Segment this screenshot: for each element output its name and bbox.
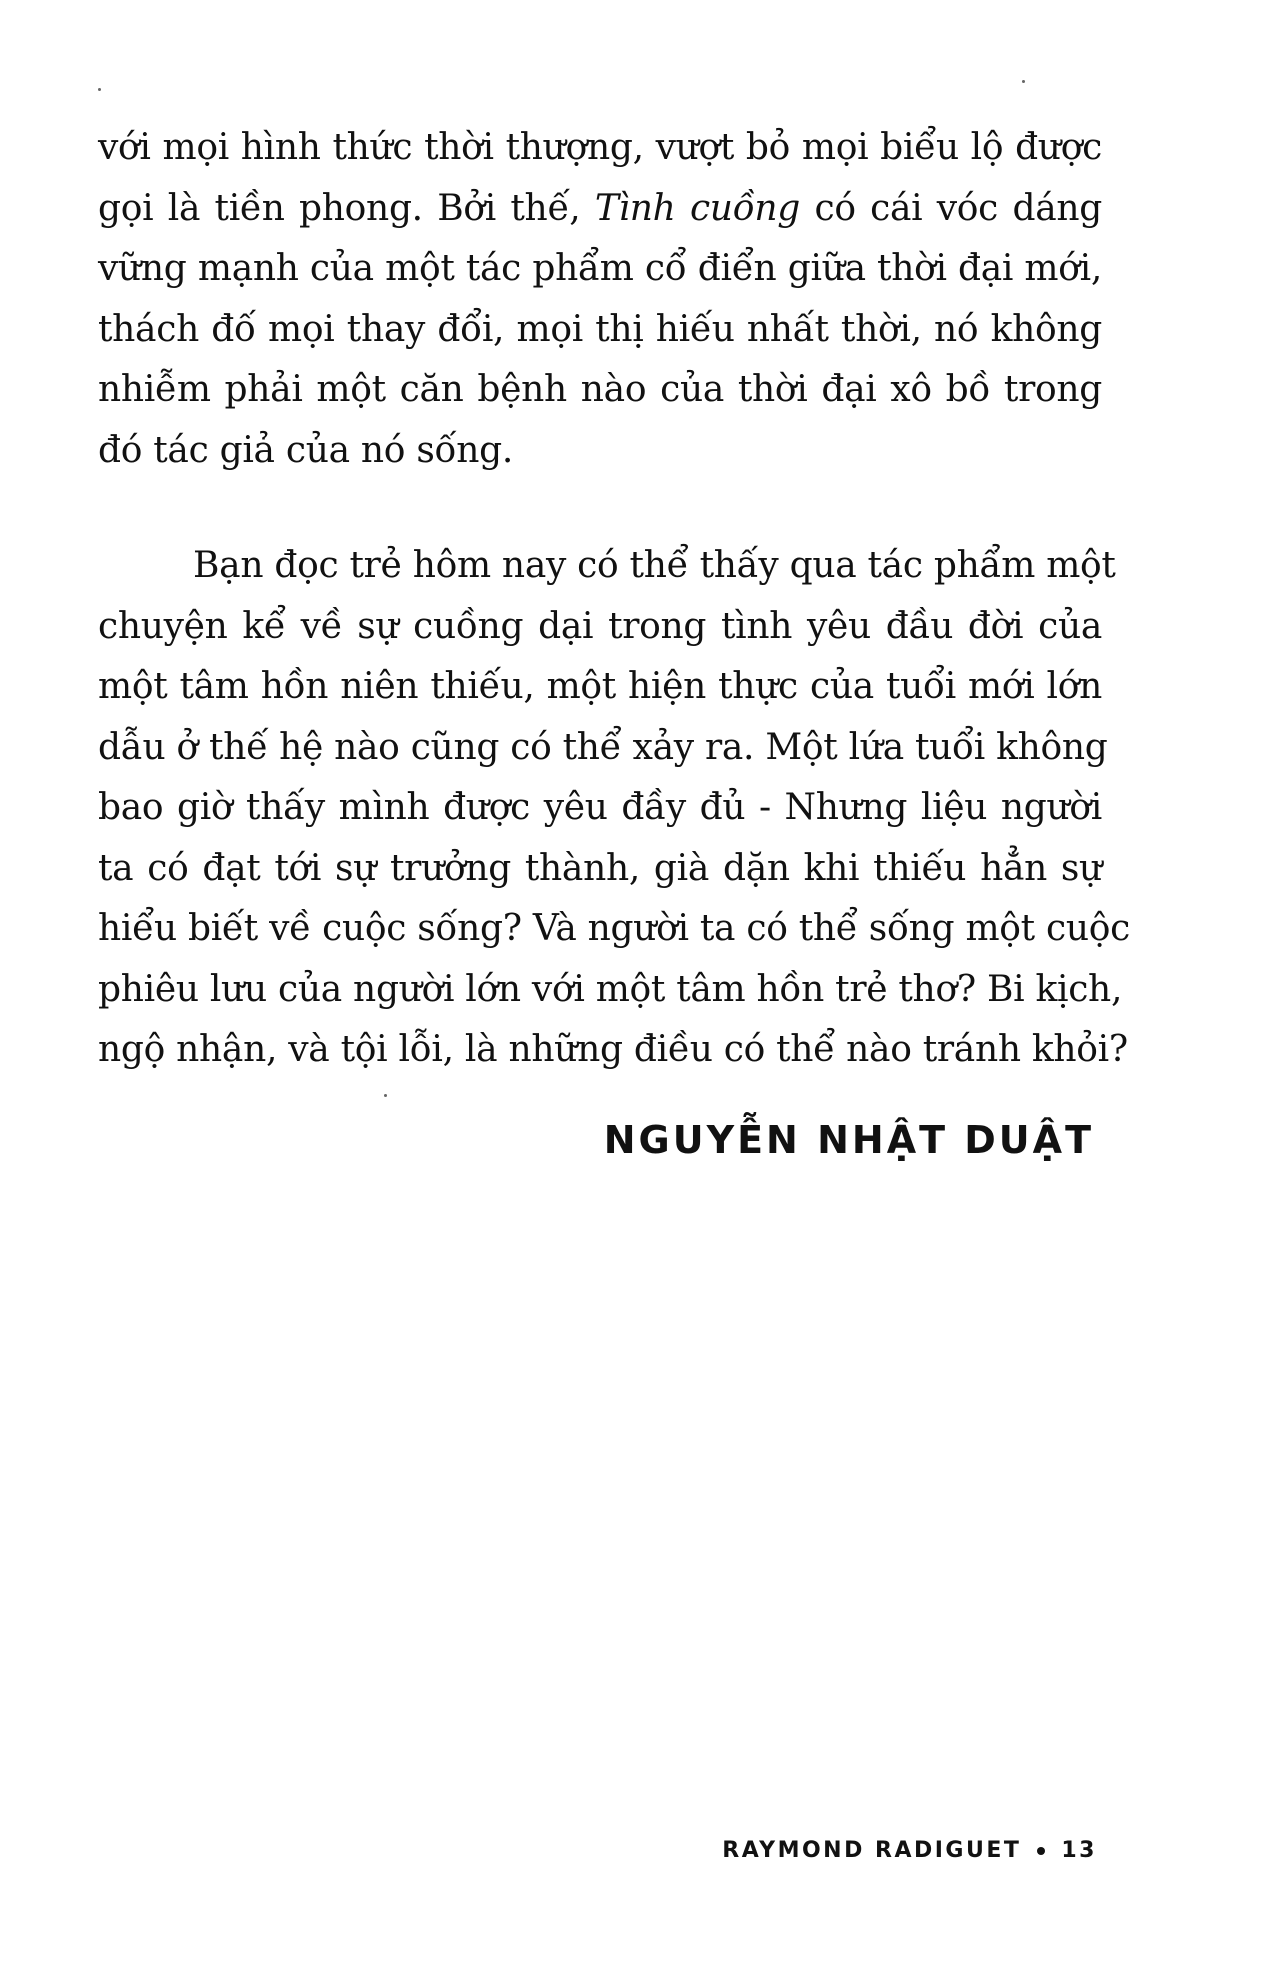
- running-footer-author: RAYMOND RADIGUET: [722, 1838, 1022, 1863]
- paragraph-2-line: Bạn đọc trẻ hôm nay có thể thấy qua tác phẩm một: [193, 545, 1116, 586]
- paragraph-1-line: vững mạnh của một tác phẩm cổ điển giữa thời đại mới,: [98, 248, 1102, 289]
- paragraph-1: [98, 118, 1102, 481]
- paragraph-1-line: với mọi hình thức thời thượng, vượt bỏ mọi biểu lộ được: [98, 127, 1102, 168]
- paragraph-2-line: ngộ nhận, và tội lỗi, là những điều có thể nào tránh khỏi?: [98, 1029, 1128, 1070]
- paragraph-2-line: bao giờ thấy mình được yêu đầy đủ - Nhưng liệu người: [98, 787, 1102, 828]
- line-text: có cái vóc dáng: [800, 187, 1102, 229]
- paragraph-1-line: đó tác giả của nó sống.: [98, 429, 513, 471]
- paragraph-2-line: ta có đạt tới sự trưởng thành, già dặn khi thiếu hẳn sự: [98, 847, 1102, 889]
- paragraph-2-line: dẫu ở thế hệ nào cũng có thể xảy ra. Một lứa tuổi không: [98, 726, 1108, 768]
- paragraph-1-line: nhiễm phải một căn bệnh nào của thời đại xô bồ trong: [98, 369, 1102, 410]
- paragraph-2-line: chuyện kể về sự cuồng dại trong tình yêu đầu đời của: [98, 605, 1102, 647]
- paragraph-1-line: thách đố mọi thay đổi, mọi thị hiếu nhất thời, nó không: [98, 308, 1102, 350]
- paragraph-1-line: [98, 179, 1102, 240]
- paragraph-2-line: hiểu biết về cuộc sống? Và người ta có thể sống một cuộc: [98, 908, 1130, 949]
- author-signature: NGUYỄN NHẬT DUẬT: [603, 1118, 1094, 1162]
- bullet-separator-icon: [1037, 1847, 1045, 1855]
- print-speck: [384, 1094, 387, 1097]
- print-speck: [1022, 80, 1025, 83]
- page-number: 13: [1061, 1838, 1097, 1863]
- paragraph-2: [98, 536, 1130, 1081]
- line-text: gọi là tiền phong. Bởi thế,: [98, 187, 595, 229]
- paragraph-2-line: một tâm hồn niên thiếu, một hiện thực của tuổi mới lớn: [98, 666, 1102, 707]
- book-title-italic: Tình cuồng: [594, 187, 801, 229]
- print-speck: [98, 88, 101, 91]
- page-footer: [722, 1838, 1097, 1863]
- paragraph-2-line: phiêu lưu của người lớn với một tâm hồn trẻ thơ? Bi kịch,: [98, 968, 1123, 1010]
